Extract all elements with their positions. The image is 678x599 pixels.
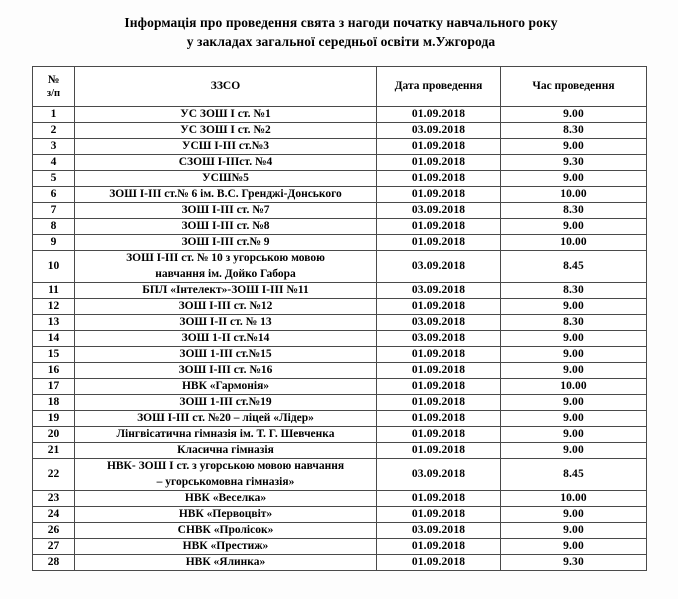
cell-number: 5 — [33, 171, 75, 187]
table-row — [33, 283, 647, 299]
cell-time: 9.00 — [501, 299, 647, 315]
cell-number: 18 — [33, 395, 75, 411]
cell-school-name-line-1: СЗОШ І-ІІІст. №4 — [178, 155, 273, 168]
cell-date: 01.09.2018 — [377, 427, 501, 443]
cell-time: 9.00 — [501, 427, 647, 443]
cell-school-name — [75, 187, 377, 203]
cell-school-name — [75, 507, 377, 523]
cell-time: 8.30 — [501, 315, 647, 331]
cell-date: 01.09.2018 — [377, 555, 501, 571]
table-row — [33, 411, 647, 427]
table-row — [33, 251, 647, 283]
cell-time: 9.00 — [501, 139, 647, 155]
table-row — [33, 395, 647, 411]
cell-number: 22 — [33, 459, 75, 491]
cell-date: 01.09.2018 — [377, 235, 501, 251]
table-row — [33, 123, 647, 139]
cell-time: 9.00 — [501, 171, 647, 187]
cell-number: 21 — [33, 443, 75, 459]
cell-school-name-line-1: НВК «Первоцвіт» — [178, 507, 273, 520]
cell-school-name — [75, 171, 377, 187]
cell-school-name-line-1: УС ЗОШ І ст. №1 — [180, 107, 271, 120]
cell-date: 03.09.2018 — [377, 123, 501, 139]
cell-number: 17 — [33, 379, 75, 395]
cell-school-name — [75, 107, 377, 123]
cell-time: 9.00 — [501, 539, 647, 555]
table-row — [33, 459, 647, 491]
cell-date: 01.09.2018 — [377, 155, 501, 171]
cell-time: 9.00 — [501, 219, 647, 235]
cell-time: 9.30 — [501, 555, 647, 571]
cell-time: 8.45 — [501, 459, 647, 491]
cell-date: 01.09.2018 — [377, 395, 501, 411]
cell-number: 28 — [33, 555, 75, 571]
cell-school-name — [75, 395, 377, 411]
cell-school-name-line-1: СНВК «Пролісок» — [177, 523, 274, 536]
cell-school-name-line-1: Класична гімназія — [177, 443, 274, 456]
cell-school-name — [75, 523, 377, 539]
cell-number: 1 — [33, 107, 75, 123]
table-row — [33, 523, 647, 539]
cell-school-name-line-1: НВК «Гармонія» — [181, 379, 270, 392]
cell-date: 01.09.2018 — [377, 443, 501, 459]
cell-number: 16 — [33, 363, 75, 379]
cell-school-name-line-1: ЗОШ І-ІІІ ст. № 10 з угорською мовою — [126, 252, 325, 264]
cell-date: 03.09.2018 — [377, 315, 501, 331]
cell-school-name — [75, 411, 377, 427]
column-header-school: ЗЗСО — [75, 67, 377, 107]
cell-date: 03.09.2018 — [377, 251, 501, 283]
table-row — [33, 427, 647, 443]
cell-time: 9.00 — [501, 331, 647, 347]
column-header-number-bottom: з/п — [46, 88, 61, 100]
cell-time: 9.00 — [501, 411, 647, 427]
cell-date: 01.09.2018 — [377, 139, 501, 155]
cell-date: 03.09.2018 — [377, 523, 501, 539]
cell-school-name-line-1: УСШ І-ІІІ ст.№3 — [182, 139, 269, 152]
table-row — [33, 155, 647, 171]
cell-time: 9.00 — [501, 507, 647, 523]
cell-time: 9.00 — [501, 107, 647, 123]
table-row — [33, 187, 647, 203]
cell-school-name-line-1: БПЛ «Інтелект»-ЗОШ І-ІІІ №11 — [142, 283, 309, 296]
cell-school-name — [75, 347, 377, 363]
cell-school-name-line-2: навчання ім. Дойко Габора — [155, 267, 296, 280]
table-row — [33, 555, 647, 571]
table-row — [33, 491, 647, 507]
cell-school-name — [75, 123, 377, 139]
cell-school-name-line-1: ЗОШ І-ІІ ст. № 13 — [179, 315, 272, 328]
table-row — [33, 363, 647, 379]
cell-number: 26 — [33, 523, 75, 539]
cell-number: 4 — [33, 155, 75, 171]
cell-number: 15 — [33, 347, 75, 363]
cell-number: 7 — [33, 203, 75, 219]
cell-number: 23 — [33, 491, 75, 507]
cell-school-name-line-1: НВК- ЗОШ І ст. з угорською мовою навчання — [106, 460, 345, 473]
cell-school-name-line-1: НВК «Престиж» — [182, 539, 269, 552]
cell-date: 01.09.2018 — [377, 411, 501, 427]
cell-time: 10.00 — [501, 379, 647, 395]
cell-time: 8.30 — [501, 203, 647, 219]
cell-school-name-line-1: ЗОШ 1-ІІІ ст.№19 — [179, 395, 272, 408]
cell-number: 12 — [33, 299, 75, 315]
column-header-date: Дата проведення — [377, 67, 501, 107]
cell-school-name — [75, 283, 377, 299]
cell-date: 03.09.2018 — [377, 283, 501, 299]
cell-school-name — [75, 555, 377, 571]
cell-school-name — [75, 363, 377, 379]
cell-number: 13 — [33, 315, 75, 331]
cell-school-name-line-1: ЗОШ І-ІІІ ст. №12 — [178, 299, 273, 312]
table-row — [33, 379, 647, 395]
cell-date: 01.09.2018 — [377, 539, 501, 555]
cell-school-name-line-1: УСШ№5 — [202, 171, 249, 184]
cell-number: 6 — [33, 187, 75, 203]
cell-date: 01.09.2018 — [377, 347, 501, 363]
cell-school-name-line-1: ЗОШ І-ІІІ ст. №20 – ліцей «Лідер» — [137, 411, 314, 424]
table-body — [33, 107, 647, 571]
cell-school-name-line-1: ЗОШ І-ІІІ ст.№ 9 — [181, 235, 270, 248]
cell-date: 01.09.2018 — [377, 219, 501, 235]
cell-date: 03.09.2018 — [377, 459, 501, 491]
cell-number: 27 — [33, 539, 75, 555]
cell-number: 24 — [33, 507, 75, 523]
column-header-number-top: № — [47, 73, 60, 86]
cell-school-name — [75, 299, 377, 315]
cell-school-name-line-1: НВК «Веселка» — [184, 491, 267, 504]
cell-school-name-line-1: ЗОШ 1-ІІ ст.№14 — [181, 331, 270, 344]
page-title-line-2: у закладах загальної середньої освіти м.Ужгорода — [186, 33, 496, 49]
cell-school-name-line-1: ЗОШ І-ІІІ ст.№ 6 ім. В.С. Гренджі-Донського — [109, 187, 342, 200]
cell-school-name — [75, 427, 377, 443]
cell-number: 9 — [33, 235, 75, 251]
cell-school-name-line-1: УС ЗОШ І ст. №2 — [180, 123, 271, 136]
cell-date: 01.09.2018 — [377, 363, 501, 379]
cell-school-name — [75, 139, 377, 155]
table-row — [33, 235, 647, 251]
cell-school-name-line-2: – угорськомовна гімназія» — [156, 475, 295, 488]
column-header-time: Час проведення — [501, 67, 647, 107]
cell-school-name-line-1: ЗОШ 1-ІІІ ст.№15 — [179, 347, 272, 360]
cell-date: 03.09.2018 — [377, 331, 501, 347]
cell-date: 01.09.2018 — [377, 507, 501, 523]
page-title-line-1: Інформація про проведення свята з нагоди початку навчального року — [124, 15, 558, 30]
cell-date: 01.09.2018 — [377, 491, 501, 507]
cell-school-name — [75, 235, 377, 251]
cell-school-name — [75, 379, 377, 395]
table-row — [33, 139, 647, 155]
cell-school-name — [75, 443, 377, 459]
cell-school-name-line-1: ЗОШ І-ІІІ ст. №7 — [181, 203, 270, 216]
table-row — [33, 443, 647, 459]
cell-school-name — [75, 491, 377, 507]
cell-school-name-line-1: Лінгвісатична гімназія ім. Т. Г. Шевченка — [116, 427, 335, 440]
cell-school-name-line-1: ЗОШ І-ІІІ ст. №8 — [181, 219, 270, 232]
table-row — [33, 347, 647, 363]
cell-number: 14 — [33, 331, 75, 347]
cell-number: 10 — [33, 251, 75, 283]
cell-date: 01.09.2018 — [377, 379, 501, 395]
cell-time: 9.00 — [501, 363, 647, 379]
cell-school-name — [75, 315, 377, 331]
cell-school-name — [75, 219, 377, 235]
cell-number: 19 — [33, 411, 75, 427]
cell-school-name-line-1: ЗОШ І-ІІІ ст. №16 — [178, 363, 273, 376]
cell-date: 01.09.2018 — [377, 107, 501, 123]
cell-time: 9.30 — [501, 155, 647, 171]
table-row — [33, 219, 647, 235]
page-title — [0, 0, 678, 51]
table-row — [33, 203, 647, 219]
cell-date: 01.09.2018 — [377, 187, 501, 203]
cell-date: 03.09.2018 — [377, 203, 501, 219]
table-row — [33, 539, 647, 555]
table-row — [33, 331, 647, 347]
cell-number: 20 — [33, 427, 75, 443]
table-row — [33, 507, 647, 523]
column-header-number — [33, 67, 75, 107]
table-header-row — [33, 67, 647, 107]
cell-time: 8.30 — [501, 123, 647, 139]
cell-school-name — [75, 251, 377, 283]
cell-date: 01.09.2018 — [377, 171, 501, 187]
cell-time: 10.00 — [501, 491, 647, 507]
cell-time: 10.00 — [501, 235, 647, 251]
cell-time: 9.00 — [501, 347, 647, 363]
cell-school-name — [75, 459, 377, 491]
table-row — [33, 107, 647, 123]
cell-time: 9.00 — [501, 395, 647, 411]
cell-time: 8.45 — [501, 251, 647, 283]
schedule-table-container — [32, 66, 646, 571]
cell-number: 11 — [33, 283, 75, 299]
table-row — [33, 171, 647, 187]
table-row — [33, 315, 647, 331]
schedule-table — [32, 66, 647, 571]
table-header — [33, 67, 647, 107]
cell-time: 8.30 — [501, 283, 647, 299]
cell-school-name — [75, 539, 377, 555]
cell-school-name — [75, 155, 377, 171]
cell-date: 01.09.2018 — [377, 299, 501, 315]
table-row — [33, 299, 647, 315]
cell-number: 8 — [33, 219, 75, 235]
cell-time: 10.00 — [501, 187, 647, 203]
cell-school-name-line-1: НВК «Ялинка» — [185, 555, 266, 568]
cell-number: 3 — [33, 139, 75, 155]
cell-school-name — [75, 331, 377, 347]
cell-time: 9.00 — [501, 523, 647, 539]
cell-number: 2 — [33, 123, 75, 139]
cell-time: 9.00 — [501, 443, 647, 459]
cell-school-name — [75, 203, 377, 219]
